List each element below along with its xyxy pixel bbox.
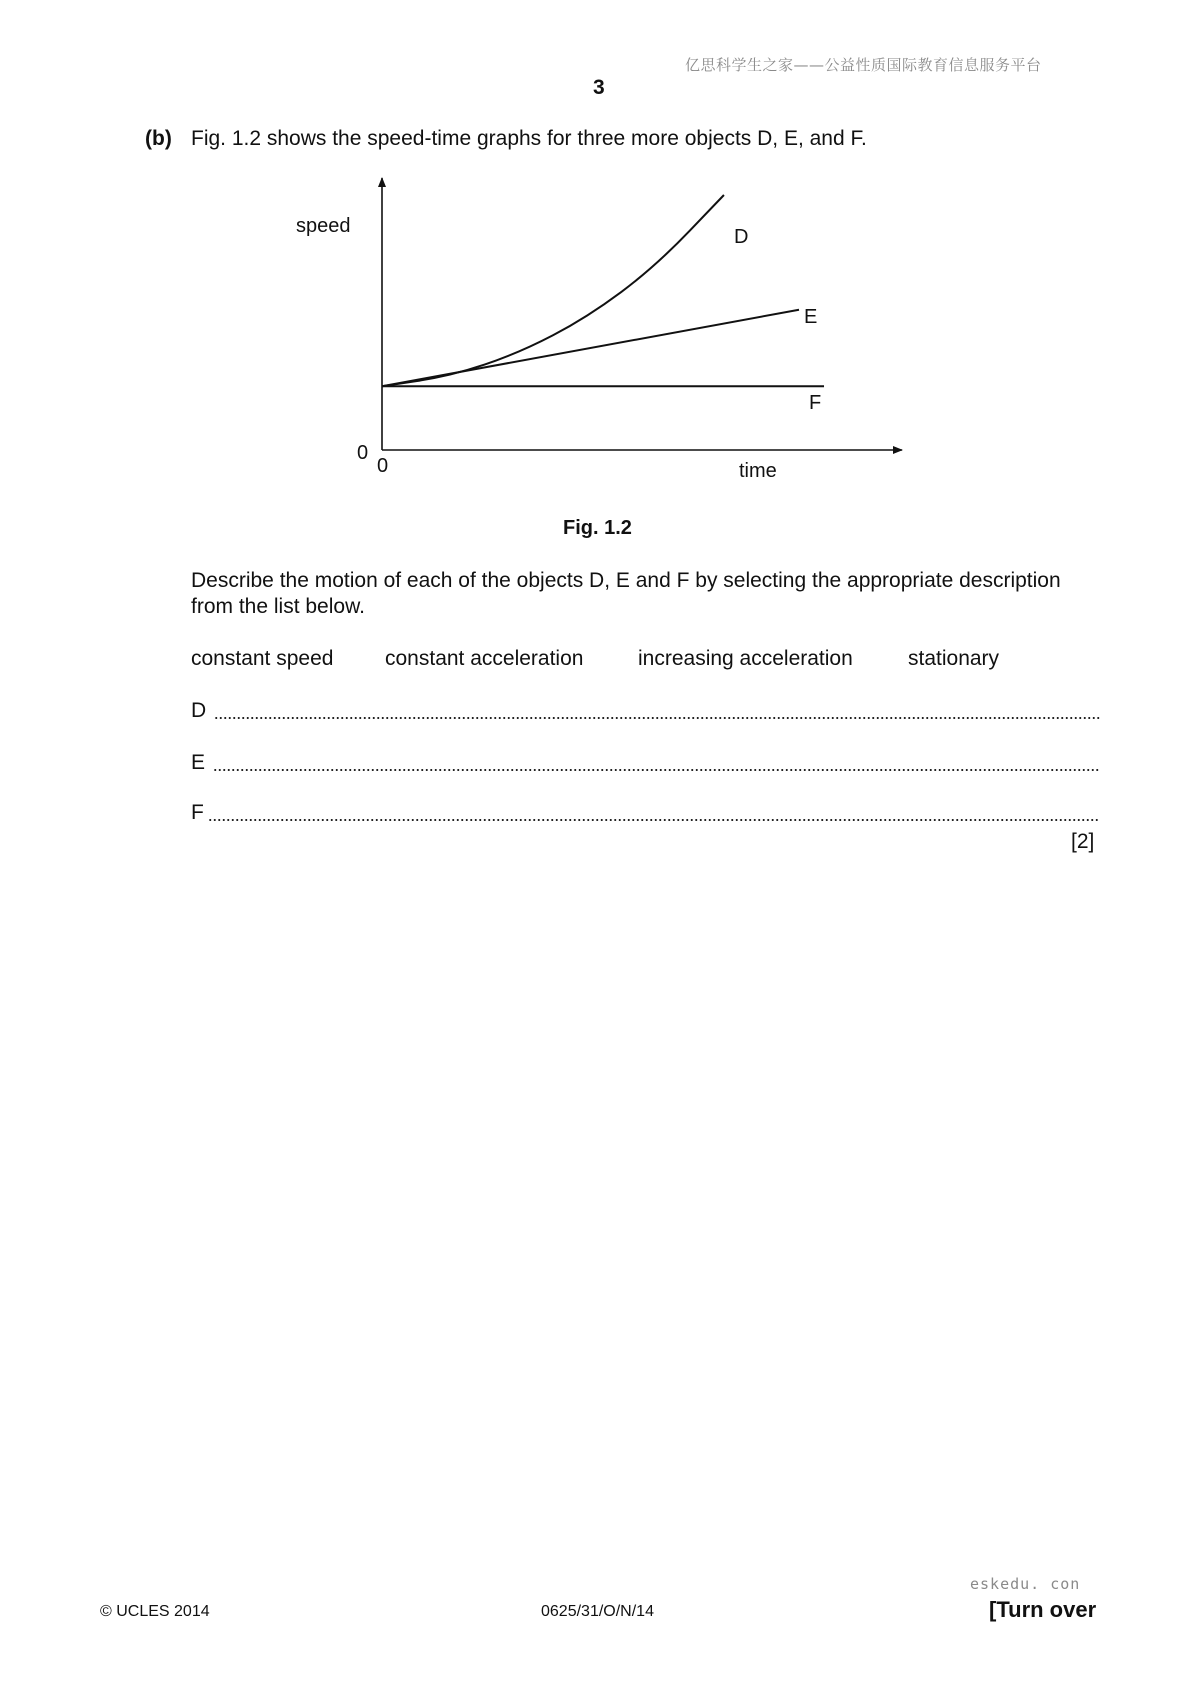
option-stationary: stationary [908, 647, 1000, 670]
speed-time-graph-svg [280, 170, 920, 490]
marks-label: [2] [1071, 830, 1095, 853]
series-line-E [382, 310, 799, 387]
series-line-D [382, 195, 724, 386]
header-watermark: 亿思科学生之家——公益性质国际教育信息服务平台 [685, 56, 1042, 74]
speed-time-graph [280, 170, 920, 495]
option-constant-acceleration: constant acceleration [385, 647, 584, 670]
answer-letter-E: E [191, 751, 206, 774]
answer-letter-D: D [191, 699, 207, 722]
turn-over-label: [Turn over [989, 1597, 1097, 1622]
page-number: 3 [593, 76, 605, 99]
answer-dotted-line-E[interactable] [213, 768, 1100, 772]
answer-dotted-line-F[interactable] [208, 818, 1100, 822]
answer-dotted-line-D[interactable] [214, 716, 1100, 720]
series-label-D: D [734, 226, 749, 248]
x-axis-label: time [739, 460, 777, 482]
option-increasing-acceleration: increasing acceleration [638, 647, 853, 670]
footer-syllabus-code: 0625/31/O/N/14 [541, 1603, 654, 1620]
x-origin-label: 0 [377, 455, 389, 477]
footer-copyright: © UCLES 2014 [100, 1603, 210, 1620]
figure-caption: Fig. 1.2 [563, 517, 632, 539]
answer-line-F[interactable] [191, 799, 1100, 825]
instructions-line-2: from the list below. [191, 595, 365, 618]
answer-letter-F: F [191, 801, 204, 824]
y-axis-label: speed [296, 215, 351, 237]
instructions-paragraph [191, 568, 1101, 620]
instructions-line-1: Describe the motion of each of the objects D, E and F by selecting the appropriate description [191, 569, 1061, 592]
series-label-F: F [809, 392, 822, 414]
option-constant-speed: constant speed [191, 647, 334, 670]
question-part-label: (b) [145, 127, 172, 150]
footer-watermark: eskedu. con [970, 1575, 1081, 1593]
y-origin-label: 0 [357, 442, 369, 464]
answer-line-D[interactable] [191, 697, 1100, 723]
question-intro: Fig. 1.2 shows the speed-time graphs for three more objects D, E, and F. [191, 127, 867, 150]
answer-line-E[interactable] [191, 749, 1100, 775]
series-label-E: E [804, 306, 818, 328]
